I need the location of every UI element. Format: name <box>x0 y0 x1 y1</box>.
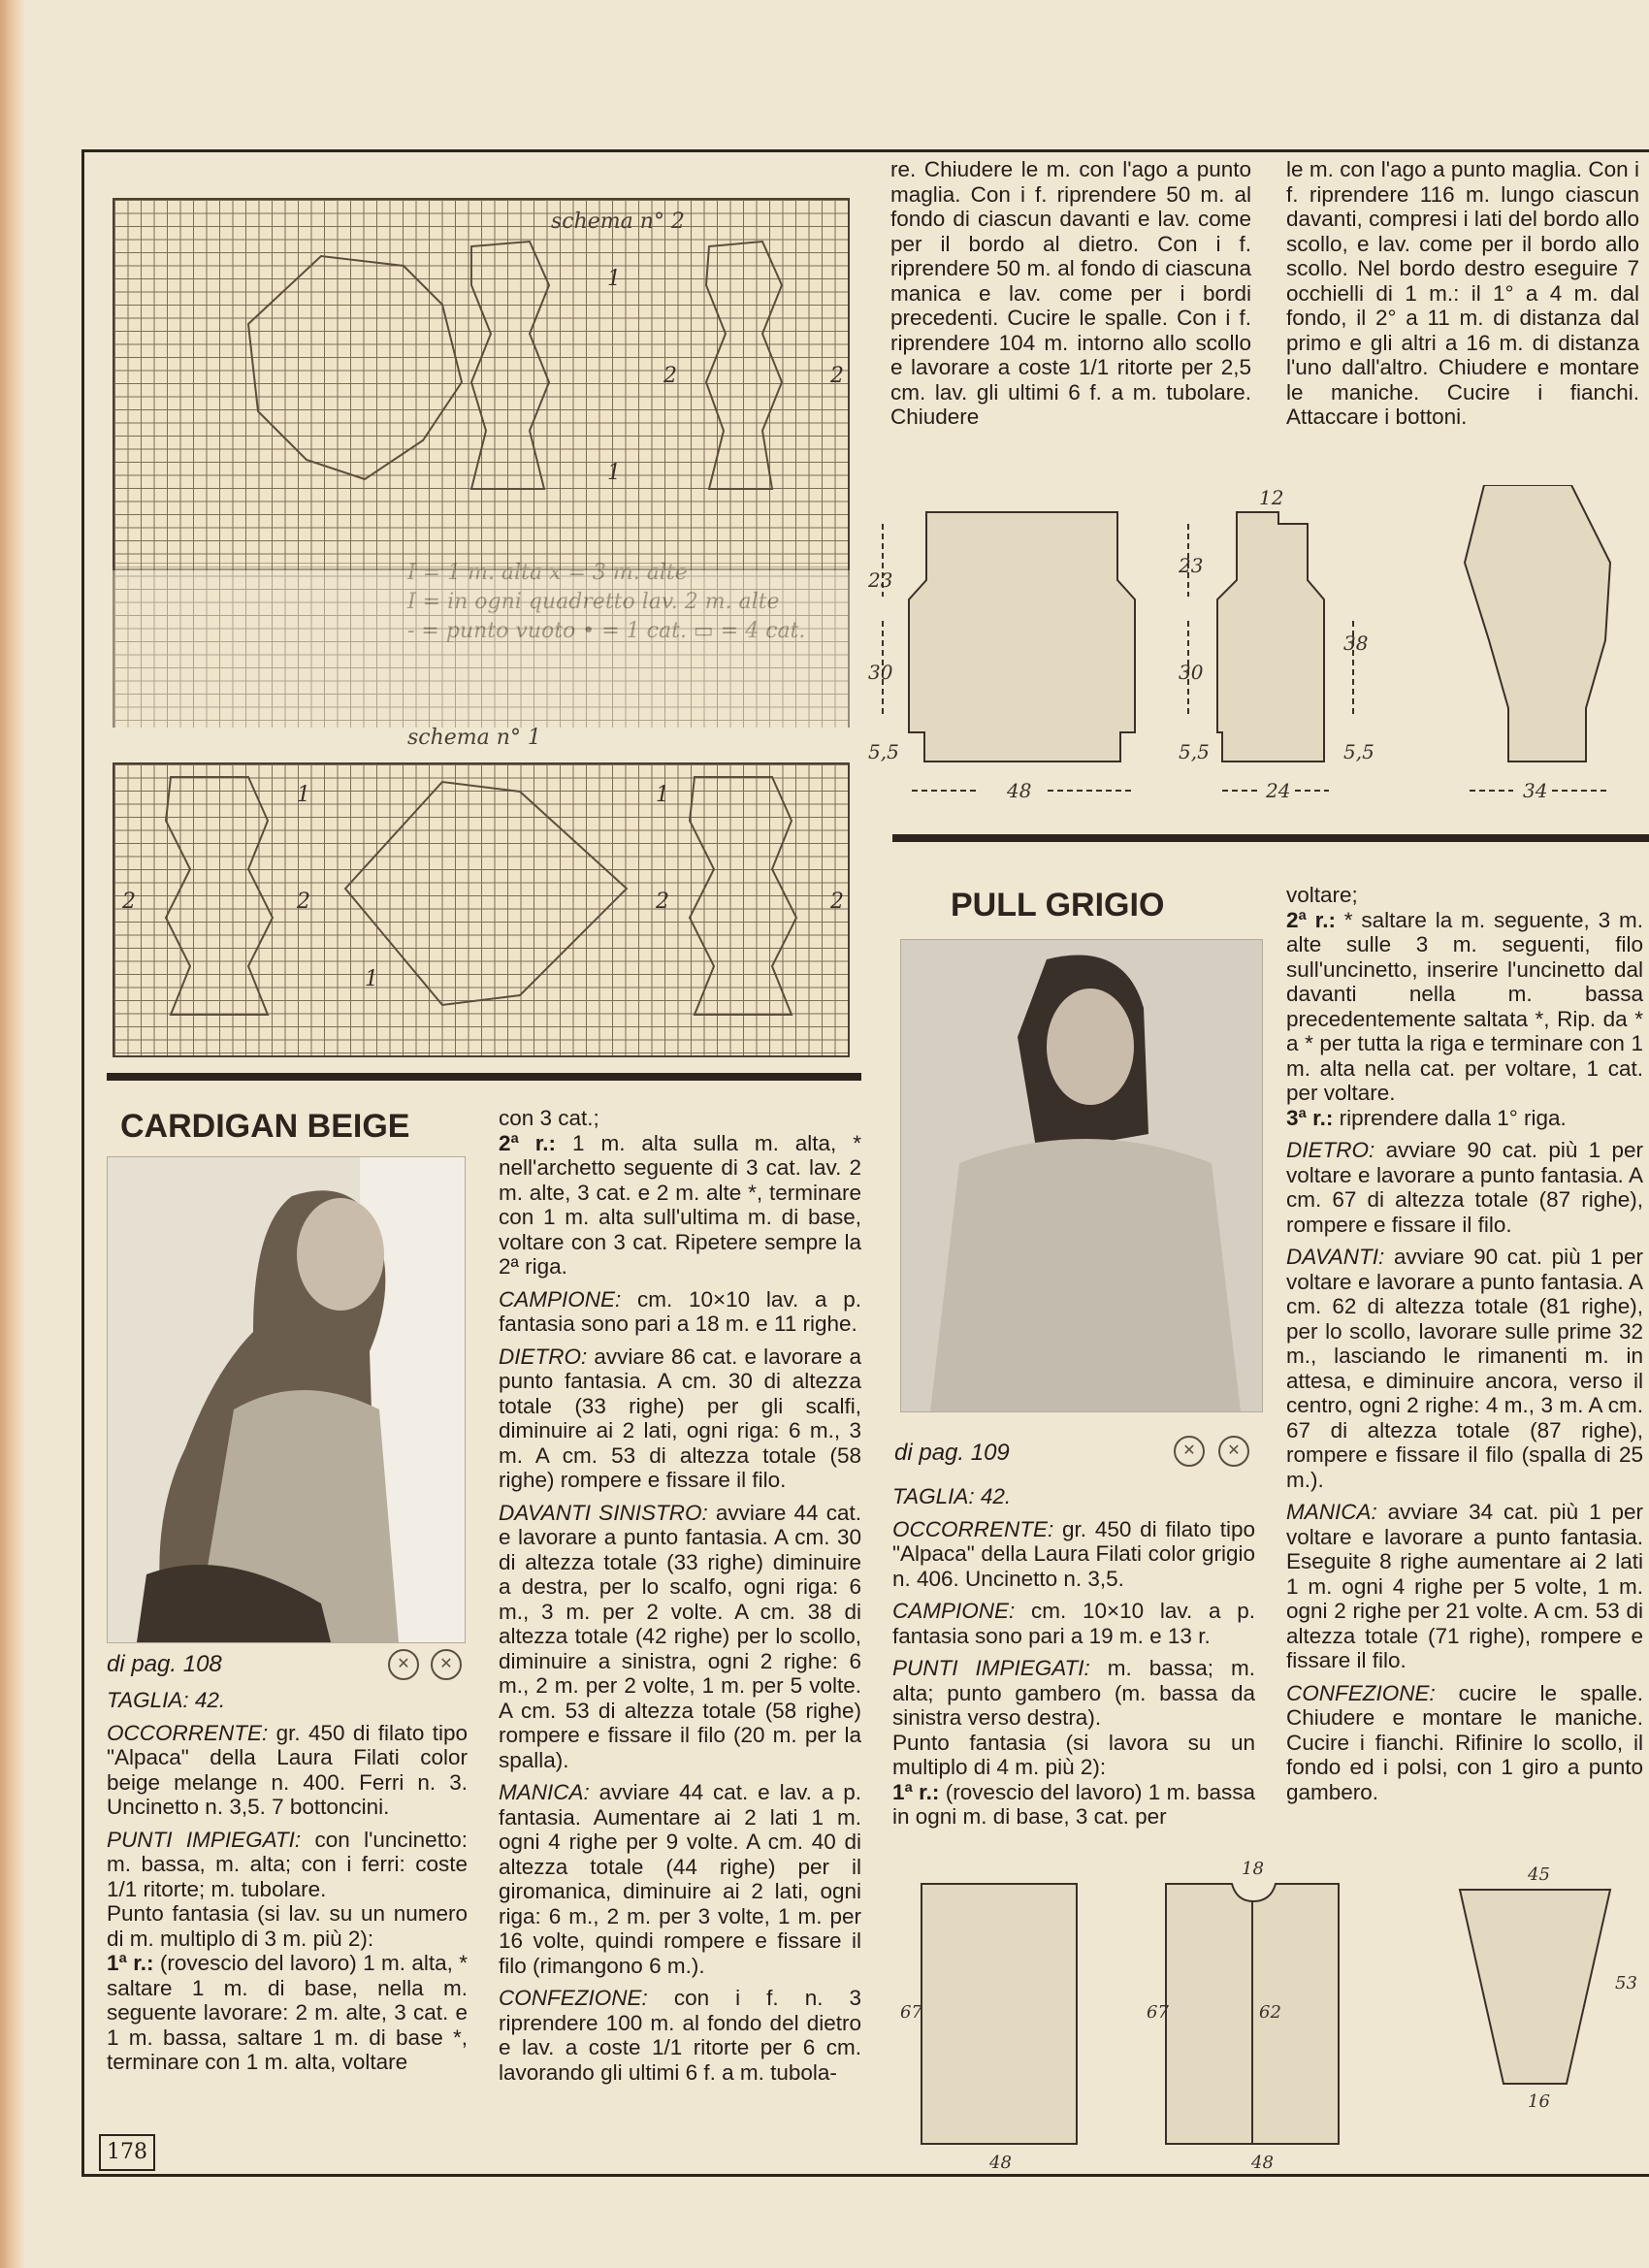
size-line: TAGLIA: 42. <box>892 1484 1012 1508</box>
pull-page-ref: di pag. 109 <box>894 1440 1010 1466</box>
label: MANICA: <box>499 1780 590 1804</box>
label: DAVANTI: <box>1286 1245 1385 1269</box>
label: OCCORRENTE: <box>107 1720 269 1745</box>
front-piece <box>1217 512 1324 761</box>
sleeve-piece <box>1460 1890 1610 2084</box>
dim-label: 34 <box>1523 779 1548 802</box>
paragraph: re. Chiudere le m. con l'ago a punto maglia. Con i f. riprendere 50 m. al fondo di ciascun davanti e lav. come per il bordo al dietro. Con i f. riprendere 50 m. al fondo di ciascuna manica e lav. come per i bordi precedenti. Cucire le spalle. Con i f. riprendere 104 m. intorno allo scollo e lavorare a coste 1/1 ritorte per 2,5 cm. lav. gli ultimi 6 f. a m. tubolare. Chiudere <box>890 157 1251 429</box>
column-motif <box>471 242 549 489</box>
cardigan-schematics <box>854 485 1649 815</box>
text: (rovescio del lavoro) 1 m. alta, * saltare 1 m. di base, nella m. seguente lavorare: 2 m. alte, 3 cat. e 1 m. bassa, saltare 1 m. di base *, terminare con 1 m. alta, voltare <box>107 1951 468 2074</box>
text: con i f. n. 3 riprendere 100 m. al fondo del dietro e lav. a coste 1/1 ritorte per 6 cm. lavorando gli ultimi 6 f. a m. tubola- <box>499 1986 861 2085</box>
pull-col-right <box>1286 883 1643 1812</box>
row-mark: 1 <box>656 783 669 807</box>
text: cm. 10×10 lav. a p. fantasia sono pari a 19 m. e 13 r. <box>892 1599 1255 1648</box>
back-piece <box>922 1884 1077 2144</box>
pull-schematics <box>892 1853 1649 2173</box>
dim-label: 23 <box>868 568 893 592</box>
back-piece <box>909 512 1135 761</box>
dim-label: 62 <box>1259 2002 1281 2023</box>
cardigan-col-left <box>107 1688 468 2083</box>
column-motif <box>166 777 273 1015</box>
dim-label: 48 <box>1007 779 1032 802</box>
dim-label: 5,5 <box>868 740 899 763</box>
dim-label: 48 <box>1251 2153 1274 2173</box>
dim-label: 5,5 <box>1179 740 1210 763</box>
label: CONFEZIONE: <box>499 1986 648 2010</box>
dim-label: 23 <box>1179 554 1204 577</box>
cardigan-title: CARDIGAN BEIGE <box>120 1108 410 1145</box>
legend-grid-strip <box>113 563 850 728</box>
text: con 3 cat.; <box>499 1106 599 1130</box>
dim-label: 12 <box>1259 486 1284 509</box>
cardigan-col-right <box>499 1106 861 2092</box>
label: 1ª r.: <box>892 1779 940 1804</box>
schema-2-motifs <box>113 198 846 567</box>
row-mark: 1 <box>607 267 621 291</box>
page-number: 178 <box>99 2134 155 2171</box>
row-mark: 1 <box>365 967 378 991</box>
dim-label: 67 <box>1147 2002 1169 2023</box>
cardigan-continuation-col-1 <box>890 157 1251 437</box>
pull-photo <box>900 939 1263 1412</box>
woman-in-pullover-image <box>901 940 1262 1411</box>
label: 1ª r.: <box>107 1951 154 1975</box>
label: DIETRO: <box>499 1344 588 1369</box>
dim-label: 30 <box>868 661 893 684</box>
dim-label: 18 <box>1242 1859 1264 1879</box>
diamond-motif <box>345 782 627 1005</box>
label: DIETRO: <box>1286 1138 1375 1162</box>
text: avviare 86 cat. e lavorare a punto fantasia. A cm. 30 di altezza totale (33 righe) per gli scalfi, diminuire ai 2 lati, ogni riga: 6 m., 3 m. A cm. 53 di altezza totale (58 righe) rompere e fissare il filo. <box>499 1344 861 1492</box>
label: CAMPIONE: <box>892 1599 1016 1623</box>
dim-label: 67 <box>900 2002 922 2023</box>
text: 1 m. alta sulla m. alta, * nell'archetto seguente di 3 cat. lav. 2 m. alte, 3 cat. e 2 m. alte *, terminare con 1 m. alta sull'ultima m. di base, voltare con 3 cat. Ripetere sempre la 2ª riga. <box>499 1130 861 1279</box>
woman-in-cardigan-image <box>108 1157 465 1642</box>
text: gr. 450 di filato tipo "Alpaca" della Laura Filati color grigio n. 406. Uncinetto n. 3,5. <box>892 1516 1255 1591</box>
label: CAMPIONE: <box>499 1286 622 1312</box>
dim-label: 38 <box>1343 632 1369 655</box>
column-motif <box>706 242 782 489</box>
difficulty-icon: ✕ <box>431 1649 462 1680</box>
schema-1-label: schema n° 1 <box>407 726 541 750</box>
label: 2ª r.: <box>499 1130 557 1155</box>
label: 3ª r.: <box>1286 1105 1334 1130</box>
label: MANICA: <box>1286 1500 1377 1524</box>
dim-label: 5,5 <box>1343 740 1374 763</box>
dim-label: 53 <box>1615 1973 1637 1993</box>
text: cm. 10×10 lav. a p. fantasia sono pari a 18 m. e 11 righe. <box>499 1286 861 1336</box>
text: m. bassa; m. alta; punto gambero (m. bassa da sinistra verso destra). <box>892 1656 1255 1730</box>
sleeve-piece <box>1465 485 1610 761</box>
difficulty-icon: ✕ <box>1174 1436 1205 1467</box>
row-mark: 1 <box>607 461 621 485</box>
pull-title: PULL GRIGIO <box>951 887 1165 923</box>
label: 2ª r.: <box>1286 907 1336 932</box>
text: (rovescio del lavoro) 1 m. bassa in ogni m. di base, 3 cat. per <box>892 1779 1255 1829</box>
row-mark: 2 <box>830 364 844 388</box>
dim-label: 30 <box>1179 661 1204 684</box>
pull-col-left <box>892 1484 1255 1837</box>
text: con l'uncinetto: m. bassa, m. alta; con i ferri: coste 1/1 ritorte; m. tubolare. <box>107 1827 468 1901</box>
cardigan-photo <box>107 1156 466 1643</box>
text: avviare 44 cat. e lav. a p. fantasia. Aumentare ai 2 lati 1 m. ogni 4 righe per 9 volte. A cm. 40 di altezza totale (44 righe) per il giromanica, diminuire ai 2 lati, ogni riga: 6 m., 2 m. per 3 volte, 1 m. per 16 volte, quindi rompere e fissare il filo (rimangono 6 m.). <box>499 1780 861 1978</box>
row-mark: 2 <box>122 890 136 914</box>
row-mark: 2 <box>830 890 844 914</box>
schema-1-motifs <box>113 762 846 1053</box>
pull-section-bar <box>892 834 1649 842</box>
dim-label: 45 <box>1528 1864 1550 1885</box>
size-line: TAGLIA: 42. <box>107 1688 226 1712</box>
row-mark: 2 <box>663 364 677 388</box>
label: OCCORRENTE: <box>892 1516 1054 1541</box>
label: PUNTI IMPIEGATI: <box>892 1656 1090 1680</box>
cardigan-page-ref: di pag. 108 <box>107 1651 222 1677</box>
dim-label: 48 <box>989 2153 1012 2173</box>
text: voltare; <box>1286 883 1358 907</box>
text: avviare 44 cat. e lavorare a punto fantasia. A cm. 30 di altezza totale (33 righe) diminuire a destra, per lo scalfo, ogni riga: 6 m., 3 m. per 2 volte. A cm. 38 di altezza totale (42 righe) per lo scollo, diminuire a sinistra, ogni 2 righe: 6 m., 2 m. per 2 volte, 1 m. per 5 volte. A cm. 53 di altezza totale (58 righe) rompere e fissare il filo (20 m. per la spalla). <box>499 1500 861 1772</box>
label: CONFEZIONE: <box>1286 1680 1436 1705</box>
cardigan-continuation-col-2 <box>1286 157 1639 437</box>
text: riprendere dalla 1° riga. <box>1339 1105 1567 1130</box>
diamond-motif <box>248 256 462 479</box>
row-mark: 2 <box>656 890 669 914</box>
text: avviare 34 cat. più 1 per voltare e lavorare a punto fantasia. Eseguite 8 righe aumentare ai 2 lati 1 m. ogni 4 righe per 5 volte, 1 m. ogni 2 righe per 21 volte. A cm. 53 di altezza totale (71 righe), rompere e fissare il filo. <box>1286 1500 1643 1672</box>
difficulty-icon: ✕ <box>1218 1436 1249 1467</box>
text: avviare 90 cat. più 1 per voltare e lavorare a punto fantasia. A cm. 67 di altezza totale (87 righe), rompere e fissare il filo. <box>1286 1138 1643 1237</box>
text: avviare 90 cat. più 1 per voltare e lavorare a punto fantasia. A cm. 62 di altezza totale (81 righe), per lo scollo, lavorare sulle prime 32 m., lasciando le rimanenti m. in attesa, e diminuire ancora, verso il centro, ogni 2 righe: 4 m., 3 m. A cm. 67 di altezza totale (87 righe), rompere e fissare il filo (spalla di 25 m.). <box>1286 1245 1643 1492</box>
row-mark: 2 <box>297 890 310 914</box>
paragraph: le m. con l'ago a punto maglia. Con i f. riprendere 116 m. lungo ciascun davanti, compresi i lati del bordo allo scollo, e lav. come per il bordo allo scollo. Nel bordo destro eseguire 7 occhielli di 1 m.: il 1° a 4 m. dal fondo, il 2° a 11 m. di distanza dal primo e gli altri a 16 m. di distanza l'uno dall'altro. Chiudere e montare le maniche. Cucire i fianchi. Attaccare i bottoni. <box>1286 157 1639 429</box>
dim-label: 16 <box>1528 2091 1550 2112</box>
difficulty-icon: ✕ <box>388 1649 419 1680</box>
label: DAVANTI SINISTRO: <box>499 1500 708 1525</box>
row-mark: 1 <box>297 783 310 807</box>
schema-2-label: schema n° 2 <box>551 210 685 234</box>
text: cucire le spalle. Chiudere e montare le maniche. Cucire i fianchi. Rifinire lo scollo, il fondo ed i polsi, con 1 giro a punto gambero. <box>1286 1680 1643 1804</box>
cardigan-section-bar <box>107 1073 861 1081</box>
column-motif <box>690 777 796 1015</box>
text: gr. 450 di filato tipo "Alpaca" della Laura Filati color beige melange n. 400. Ferri n. 3. Uncinetto n. 3,5. 7 bottoncini. <box>107 1720 468 1819</box>
text: Punto fantasia (si lav. su un numero di m. multiplo di 3 m. più 2): <box>107 1901 468 1951</box>
text: * saltare la m. seguente, 3 m. alte sulle 3 m. seguenti, filo sull'uncinetto, inserire l'uncinetto dal davanti nella m. bassa precedentemente saltata *, Rip. da * a * per tutta la riga e terminare con 1 m. alta nella cat. per voltare, 1 cat. per voltare. <box>1286 907 1643 1105</box>
label: PUNTI IMPIEGATI: <box>107 1827 302 1852</box>
text: Punto fantasia (si lavora su un multiplo di 4 m. più 2): <box>892 1730 1255 1779</box>
dim-label: 24 <box>1266 779 1291 802</box>
